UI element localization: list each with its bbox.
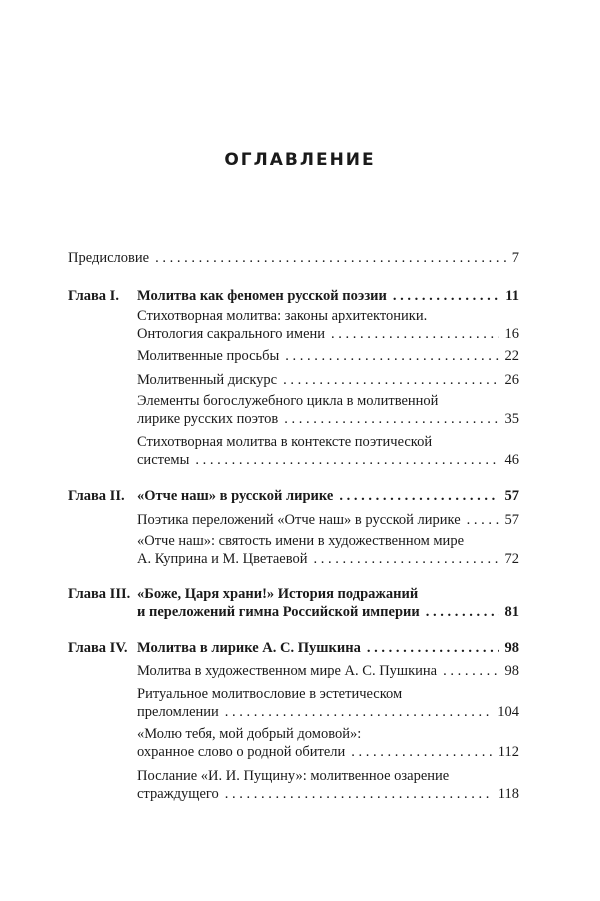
page-number: 22 bbox=[504, 348, 519, 364]
page-number: 57 bbox=[504, 512, 519, 528]
chapter-label: Глава III. bbox=[68, 586, 131, 602]
chapter-label: Глава II. bbox=[68, 488, 125, 504]
leader-dots bbox=[339, 487, 498, 505]
page-number: 112 bbox=[497, 744, 519, 760]
entry-text: Молитвенный дискурс bbox=[137, 372, 278, 388]
entry-text: преломлении bbox=[137, 704, 219, 720]
entry-text: Послание «И. И. Пущину»: молитвенное озарение bbox=[137, 768, 450, 784]
entry-text: Стихотворная молитва в контексте поэтической bbox=[137, 434, 433, 450]
leader-dots bbox=[313, 550, 498, 568]
entry-text: страждущего bbox=[137, 786, 219, 802]
entry-text: «Отче наш»: святость имени в художественном мире bbox=[137, 533, 465, 549]
chapter-title: и переложений гимна Российской империи bbox=[137, 604, 420, 620]
page-number: 81 bbox=[504, 604, 519, 620]
leader-dots bbox=[426, 603, 499, 621]
chapter-label: Глава I. bbox=[68, 288, 119, 304]
chapter-label: Глава IV. bbox=[68, 640, 128, 656]
leader-dots bbox=[285, 347, 498, 365]
chapter-title: Молитва как феномен русской поэзии bbox=[137, 288, 387, 304]
entry-text: охранное слово о родной обители bbox=[137, 744, 346, 760]
entry-text: А. Куприна и М. Цветаевой bbox=[137, 551, 308, 567]
entry-text: «Молю тебя, мой добрый домовой»: bbox=[137, 726, 362, 742]
leader-dots bbox=[331, 325, 498, 343]
entry-text: Элементы богослужебного цикла в молитвенной bbox=[137, 393, 439, 409]
page-number: 72 bbox=[504, 551, 519, 567]
entry-text: Стихотворная молитва: законы архитектоники. bbox=[137, 308, 428, 324]
page-number: 16 bbox=[504, 326, 519, 342]
entry-text: Поэтика переложений «Отче наш» в русской лирике bbox=[137, 512, 461, 528]
page-number: 11 bbox=[505, 288, 519, 304]
leader-dots bbox=[155, 249, 506, 267]
chapter-title: Молитва в лирике А. С. Пушкина bbox=[137, 640, 361, 656]
leader-dots bbox=[467, 511, 499, 529]
page-number: 26 bbox=[504, 372, 519, 388]
entry-text: лирике русских поэтов bbox=[137, 411, 279, 427]
leader-dots bbox=[283, 371, 498, 389]
entry-text: Онтология сакрального имени bbox=[137, 326, 326, 342]
entry-text: системы bbox=[137, 452, 190, 468]
page-number: 98 bbox=[504, 663, 519, 679]
leader-dots bbox=[393, 287, 499, 305]
page-number: 7 bbox=[511, 250, 519, 266]
toc-title: ОГЛАВЛЕНИЕ bbox=[224, 150, 376, 170]
page-number: 118 bbox=[497, 786, 519, 802]
leader-dots bbox=[284, 410, 498, 428]
page-number: 46 bbox=[504, 452, 519, 468]
entry-text: Молитвенные просьбы bbox=[137, 348, 280, 364]
entry-text: Ритуальное молитвословие в эстетическом bbox=[137, 686, 403, 702]
chapter-title: «Отче наш» в русской лирике bbox=[137, 488, 334, 504]
entry-text: Предисловие bbox=[68, 250, 150, 266]
leader-dots bbox=[225, 785, 492, 803]
leader-dots bbox=[351, 743, 492, 761]
page-number: 57 bbox=[504, 488, 519, 504]
entry-text: Молитва в художественном мире А. С. Пушкина bbox=[137, 663, 438, 679]
leader-dots bbox=[225, 703, 491, 721]
leader-dots bbox=[367, 639, 499, 657]
chapter-title: «Боже, Царя храни!» История подражаний bbox=[137, 586, 419, 602]
leader-dots bbox=[443, 662, 498, 680]
leader-dots bbox=[195, 451, 498, 469]
page-number: 35 bbox=[504, 411, 519, 427]
page-number: 104 bbox=[497, 704, 519, 720]
page-number: 98 bbox=[504, 640, 519, 656]
